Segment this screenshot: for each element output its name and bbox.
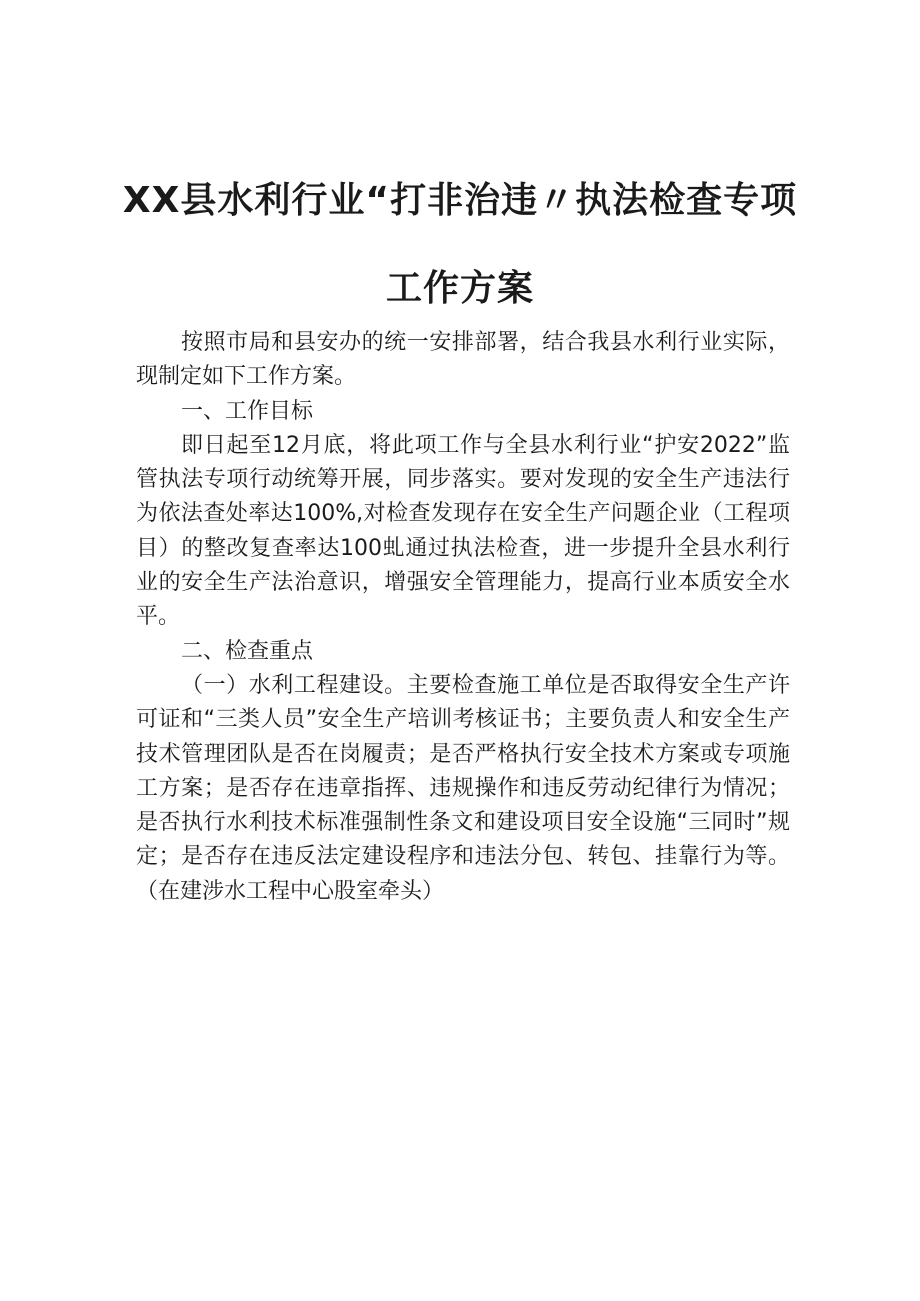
document-body: [136, 326, 790, 909]
section-heading-focus: 二、检查重点: [181, 638, 314, 664]
section-heading-goals: 一、工作目标: [181, 398, 314, 424]
document-title-line2: 工作方案: [385, 268, 534, 309]
goals-paragraph: 即日起至12月底，将此项工作与全县水利行业“护安2022”监管执法专项行动统筹开展，同步落实。要对发现的安全生产违法行为依法查处率达100%,对检查发现存在安全生产问题企业（工程项目）的整改复查率达100虬通过执法检查，进一步提升全县水利行业的安全生产法治意识，增强安全管理能力，提高行业本质安全水平。: [136, 432, 790, 630]
focus-paragraph-1: （一）水利工程建设。主要检查施工单位是否取得安全生产许可证和“三类人员”安全生产培训考核证书；主要负责人和安全生产技术管理团队是否在岗履责；是否严格执行安全技术方案或专项施工方案；是否存在违章指挥、违规操作和违反劳动纪律行为情况；是否执行水利技术标准强制性条文和建设项目安全设施“三同时”规定；是否存在违反法定建设程序和违法分包、转包、挂靠行为等。（在建涉水工程中心股室牵头）: [136, 672, 790, 904]
intro-paragraph: 按照市局和县安办的统一安排部署，结合我县水利行业实际，现制定如下工作方案。: [136, 330, 790, 390]
document-title-line1: XX县水利行业“打非治违〃执法检查专项: [122, 180, 798, 221]
